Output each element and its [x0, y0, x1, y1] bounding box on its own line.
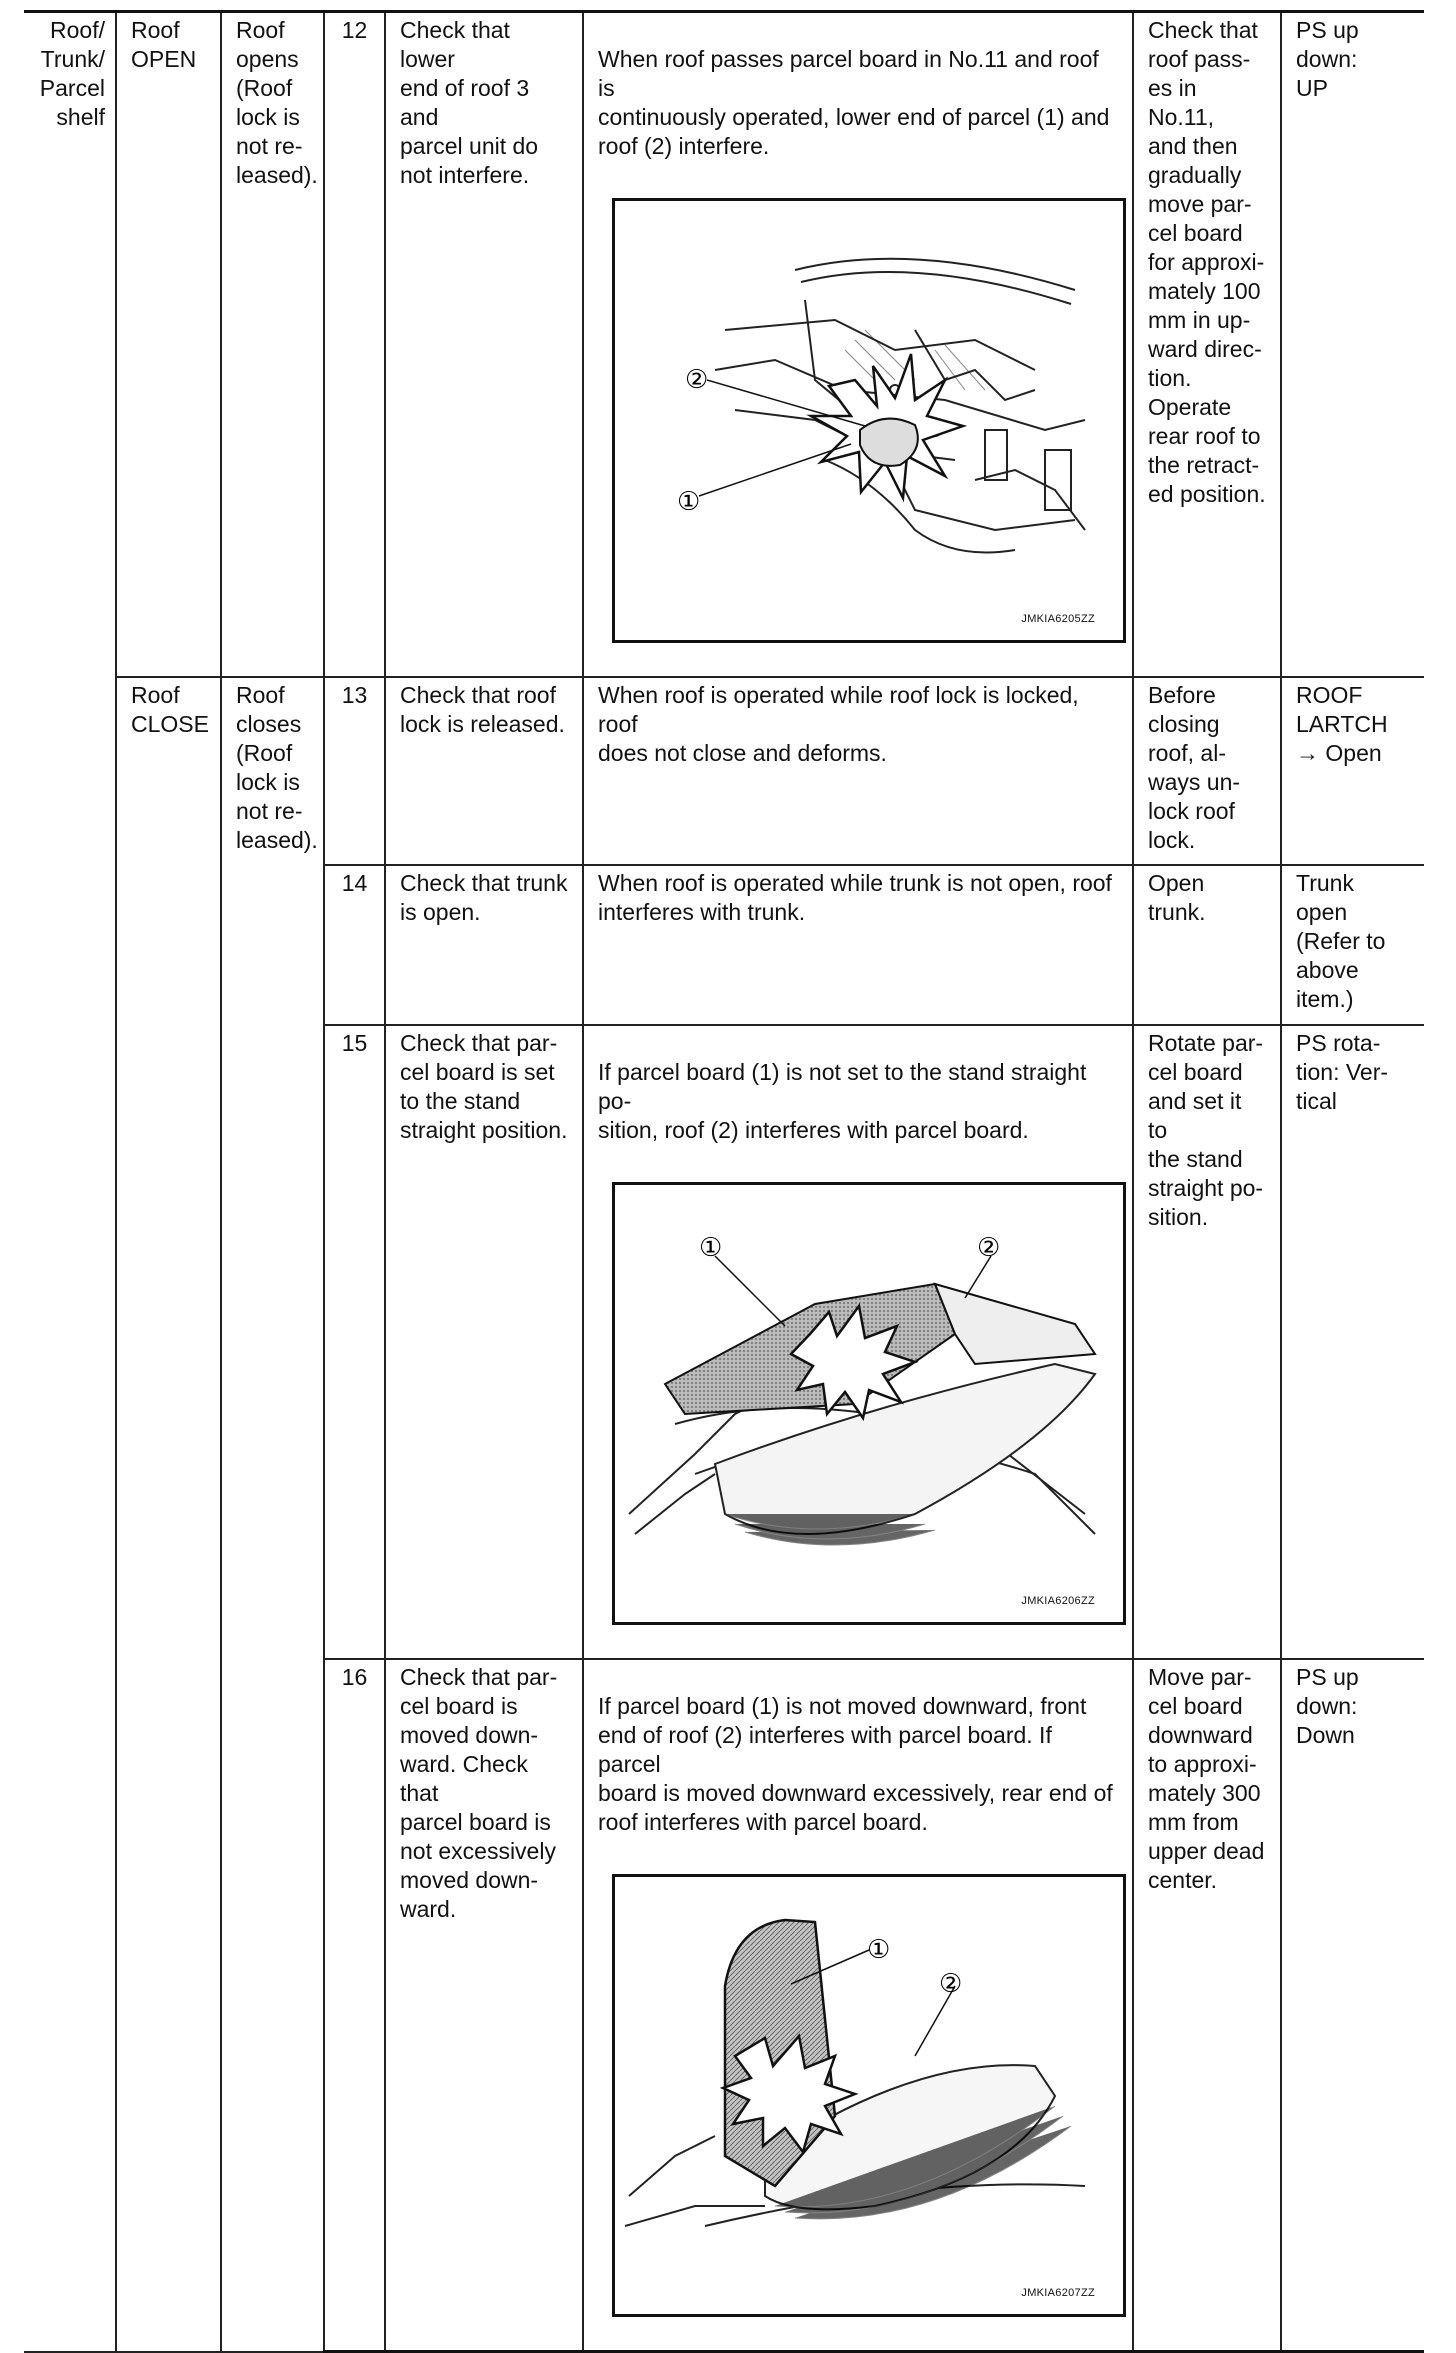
step-number: 12: [324, 12, 385, 678]
check-item: Check that par- cel board is set to the stand straight position.: [385, 1025, 583, 1659]
figure-code: JMKIA6206ZZ: [1021, 1595, 1095, 1607]
issue-text: If parcel board (1) is not moved downward, front end of roof (2) interferes with parcel board. If parcel board is moved downward excessively, rear end of roof interferes with parcel board.: [598, 1693, 1113, 1835]
action-cell: Move par- cel board downward to approxi- mately 300 mm from upper dead center.: [1133, 1659, 1281, 2352]
figure-parcel-board-downward: [612, 1874, 1126, 2317]
issue-cell: [583, 12, 1133, 678]
issue-text: If parcel board (1) is not set to the stand straight po- sition, roof (2) interferes with parcel board.: [598, 1059, 1087, 1143]
setting-cell: PS up down: Down: [1281, 1659, 1424, 2352]
table-row: [24, 677, 1424, 865]
mode-cell-open: Roof OPEN: [116, 12, 221, 678]
action-cell: Check that roof pass- es in No.11, and then gradually move par- cel board for approxi- mately 100 mm in up- ward direc- tion. Operate rear roof to the retract- ed position.: [1133, 12, 1281, 678]
callout-2-label: ②: [939, 1969, 963, 1999]
issue-text: When roof is operated while roof lock is locked, roof does not close and deforms.: [583, 677, 1133, 865]
setting-cell: ROOF LARTCH → Open: [1281, 677, 1424, 865]
condition-cell-open: Roof opens (Roof lock is not re- leased).: [221, 12, 324, 678]
callout-1-label: ①: [867, 1935, 891, 1965]
figure-parcel-board-stand-position: [612, 1182, 1126, 1625]
setting-cell: PS rota- tion: Ver- tical: [1281, 1025, 1424, 1659]
callout-2-label: ②: [977, 1233, 1001, 1263]
check-item: Check that roof lock is released.: [385, 677, 583, 865]
action-cell: Open trunk.: [1133, 865, 1281, 1025]
action-cell: Rotate par- cel board and set it to the stand straight po- sition.: [1133, 1025, 1281, 1659]
step-number: 16: [324, 1659, 385, 2352]
roof-mechanism-illustration: [615, 230, 1123, 582]
issue-text: When roof passes parcel board in No.11 and roof is continuously operated, lower end of parcel (1) and roof (2) interfere.: [598, 46, 1110, 159]
issue-cell: [583, 1659, 1133, 2352]
issue-cell: [583, 1025, 1133, 1659]
mode-cell-close: Roof CLOSE: [116, 677, 221, 2352]
action-cell: Before closing roof, al- ways un- lock roof lock.: [1133, 677, 1281, 865]
step-number: 14: [324, 865, 385, 1025]
step-number: 15: [324, 1025, 385, 1659]
condition-cell-close: Roof closes (Roof lock is not re- leased).: [221, 677, 324, 2352]
figure-roof-lower-end-interference: [612, 198, 1126, 643]
parcel-board-downward-illustration: [615, 1906, 1123, 2256]
parcel-board-rotation-illustration: [615, 1214, 1123, 1564]
setting-cell: PS up down: UP: [1281, 12, 1424, 678]
operation-check-table: [24, 10, 1424, 2353]
step-number: 13: [324, 677, 385, 865]
callout-1-label: ①: [699, 1233, 723, 1263]
check-item: Check that trunk is open.: [385, 865, 583, 1025]
category-cell: Roof/ Trunk/ Parcel shelf: [24, 12, 116, 2352]
check-item: Check that par- cel board is moved down- ward. Check that parcel board is not excessively moved down- ward.: [385, 1659, 583, 2352]
table-row: [24, 12, 1424, 678]
check-item: Check that lower end of roof 3 and parcel unit do not interfere.: [385, 12, 583, 678]
callout-2-label: ②: [685, 365, 709, 395]
setting-cell: Trunk open (Refer to above item.): [1281, 865, 1424, 1025]
callout-1-label: ①: [677, 487, 701, 517]
figure-code: JMKIA6205ZZ: [1021, 613, 1095, 625]
issue-text: When roof is operated while trunk is not open, roof interferes with trunk.: [583, 865, 1133, 1025]
figure-code: JMKIA6207ZZ: [1021, 2287, 1095, 2299]
